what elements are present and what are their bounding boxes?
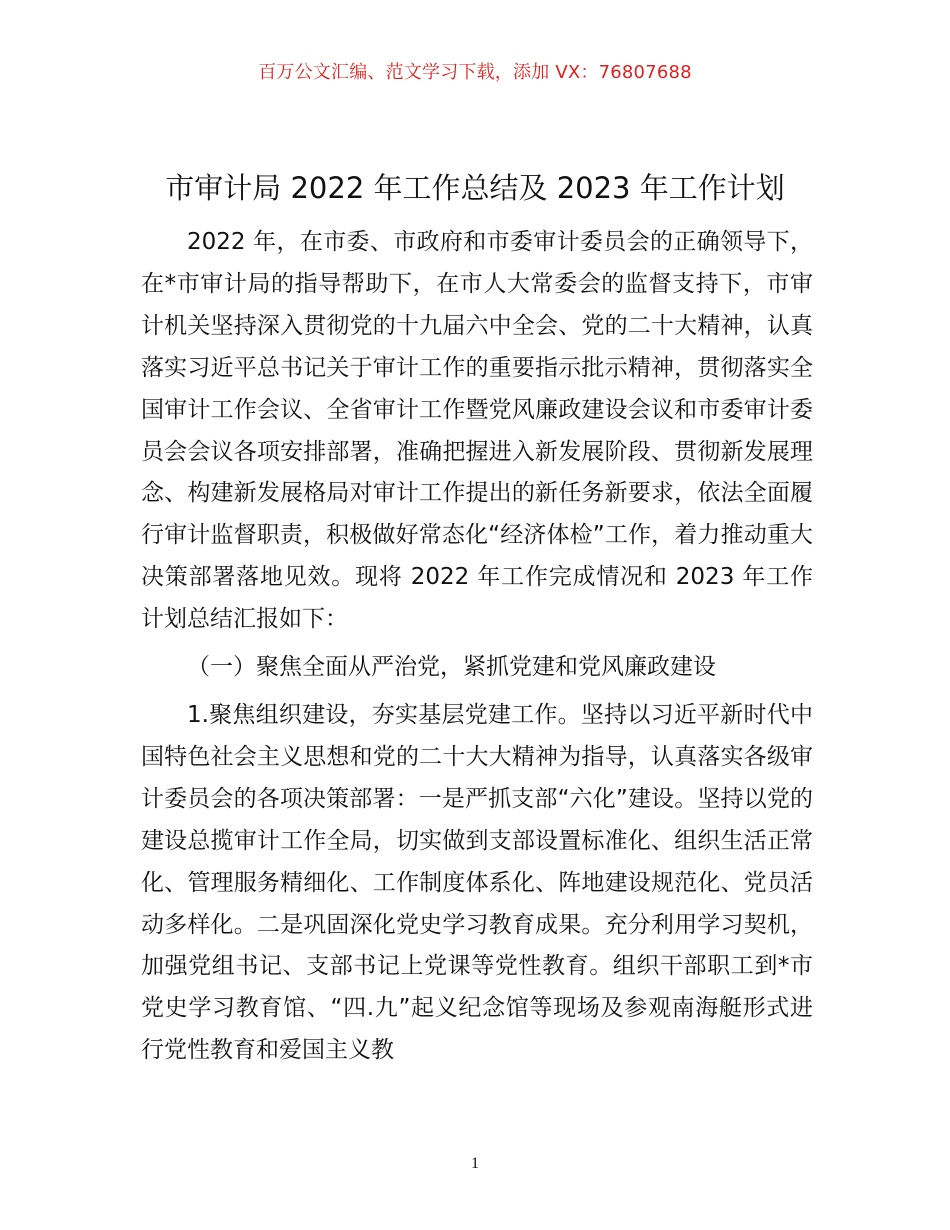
body-paragraph: 1.聚焦组织建设，夯实基层党建工作。坚持以习近平新时代中国特色社会主义思想和党的二十大大精神为指导，认真落实各级审计委员会的各项决策部署：一是严抓支部“六化”建设。坚持以党的建设总揽审计工作全局，切实做到支部设置标准化、组织生活正常化、管理服务精细化、工作制度体系化、阵地建设规范化、党员活动多样化。二是巩固深化党史学习教育成果。充分利用学习契机，加强党组书记、支部书记上党课等党性教育。组织干部职工到*市党史学习教育馆、“四.九”起义纪念馆等现场及参观南海艇形式进行党性教育和爱国主义教 <box>141 701 813 1064</box>
section-heading: （一）聚焦全面从严治党，紧抓党建和党风廉政建设 <box>187 654 716 681</box>
intro-paragraph: 2022 年，在市委、市政府和市委审计委员会的正确领导下，在*市审计局的指导帮助下，在市人大常委会的监督支持下，市审计机关坚持深入贯彻党的十九届六中全会、党的二十大精神，认真落实习近平总书记关于审计工作的重要指示批示精神，贯彻落实全国审计工作会议、全省审计工作暨党风廉政建设会议和市委审计委员会会议各项安排部署，准确把握进入新发展阶段、贯彻新发展理念、构建新发展格局对审计工作提出的新任务新要求，依法全面履行审计监督职责，积极做好常态化“经济体检”工作，着力推动重大决策部署落地见效。现将 2022 年工作完成情况和 2023 年工作计划总结汇报如下： <box>141 229 813 633</box>
header-banner: 百万公文汇编、范文学习下载，添加 VX：76807688 <box>258 62 692 83</box>
document-body <box>141 222 813 1072</box>
document-title: 市审计局 2022 年工作总结及 2023 年工作计划 <box>165 171 785 205</box>
page-number: 1 <box>471 1155 479 1172</box>
